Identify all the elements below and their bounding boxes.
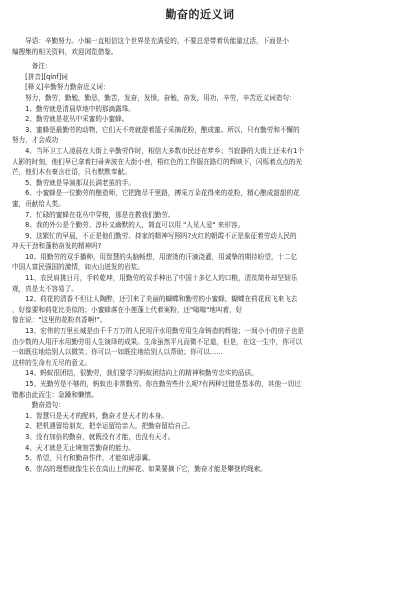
text-line: 人影的时刻，他们早已拿着扫帚奔波在大街小巷，梧红色的工作服在路灯的辉映下，闪烁着点点的光: [12, 157, 303, 166]
document-title: 勤奋的近义词: [165, 8, 235, 21]
text-line: 14、蚂蚁很团结，很勤劳，我们要学习蚂蚁团结向上的精神和勤劳忠实的品质。: [12, 369, 258, 378]
text-line: 编搜集的相关资料，欢迎浏览借鉴。: [12, 47, 118, 56]
text-line: 7、忙碌的蜜蜂在花丛中穿梭，那是在教我们勤劳。: [12, 210, 175, 219]
text-line: 3、蜜蜂是最勤劳的动物，它们天不亮就提着篮子采摘花粉，酿成蜜。所以，只有勤劳和不懈的: [12, 125, 300, 134]
text-line: 1、智慧只是天才的配料，勤奋才是天才的本身。: [12, 411, 168, 420]
text-line: 这样的生命有无尽的意义。: [12, 358, 92, 367]
text-line: 11、农民肩挑日月，手转乾坤，用勤劳的双手种出了中国十多亿人的口粮，清贫简朴却坚韧乐: [12, 274, 298, 283]
text-line: 3、没有加倍的勤奋，就既没有才能，也没有天才。: [12, 432, 175, 441]
text-line: 4、天才就是无止境刻苦勤奋的能力。: [12, 443, 135, 452]
text-line: 勤奋造句：: [12, 401, 65, 410]
text-line: 导语：辛勤努力。小编一直相信这个世界是充满爱的，不要总是带着负能量过活，下面是小: [12, 37, 289, 45]
text-line: 备注：: [12, 62, 52, 71]
text-line: 1、勤劳就是清晨草地中的那滴露珠。: [12, 104, 135, 113]
text-line: 13、宏伟的万里长城是由千千万万的人民用汗水用勤劳用生命铸造的辉煌；一间小小的房子也是: [12, 327, 304, 336]
text-line: 观，真是太不容易了。: [12, 284, 78, 293]
text-line: 2、把机遇留给朋友，把幸运留给亲人，把勤奋留给自己。: [12, 422, 195, 431]
text-line: 努力，才会成功: [12, 136, 59, 145]
text-line: [释义]辛勤努力勤奋近义词：: [12, 83, 110, 92]
text-line: 12、荷花的清香不但让人陶醉，还引来了美丽的蝴蝶和勤劳的小蜜蜂，蝴蝶在荷花间飞来飞去: [12, 295, 298, 304]
text-line: 像在说："这里的花粉真香啊!"。: [12, 316, 107, 325]
text-line: 芒，他们木有豪言壮语，只有默默奉献。: [12, 168, 131, 177]
text-line: 一如既往地给别人以微笑；你可以一如既往地给别人以帮助；你可以……: [12, 348, 223, 357]
text-line: 5、勤劳就是导演那双长满老茧的手。: [12, 178, 135, 187]
text-line: 努力，勤劳，勤勉，勤恳，勤苦，发奋，发愤，奋勉，奋发，用功，辛劳，辛苦近义词造句：: [12, 93, 296, 102]
text-line: 由少数的人用汗水用勤劳用人生演绎的成果。生命虽然平凡而微不足道，但是，在这一生中，你可以: [12, 337, 303, 346]
text-line: 冲天干劲和蓬勃奋发的精神吗?: [12, 242, 102, 251]
text-line: 6、小蜜蜂是一位勤劳的酿造师，它把跑尽千里路，搏采万朵花得来的花粉，精心酿成甜甜的花: [12, 189, 300, 198]
text-line: 10、用勤劳的双手播种，用智慧的头脑畅想，用滚烫的汗滴浇灌，用诚挚的期待盼望，十二亿: [12, 252, 298, 261]
document-body: [12, 36, 388, 474]
text-line: 2、勤劳就是花丛中采蜜的小蜜蜂。: [12, 115, 129, 124]
text-line: [拼音][qínf]词: [12, 72, 68, 81]
text-line: 5、希望，只有和勤奋作伴，才能如虎添翼。: [12, 454, 155, 463]
text-line: 15、光勤劳是不够的，蚂蚁也非常勤劳。你在勤劳些什么呢?有两种过错是基本的，其他一切过: [12, 380, 301, 388]
text-line: 8、我的外公是个勤劳、淳朴又幽默的人，简直可以用 "人见人爱" 来形容。: [12, 221, 245, 230]
text-line: 错都由此而生：急躁和懒惰。: [12, 390, 98, 399]
text-line: 蜜，贡献给人类。: [12, 199, 65, 208]
text-line: 4、当环卫工人凌晨在大街上辛勤劳作时，相信大多数市民还在梦乡；当寂静的大街上还未有1个: [12, 146, 304, 155]
text-line: 9、这繁忙的早晨，不正是他们勤劳、持家的精神写照吗?火红的朝霞不正是象征着劳动人民的: [12, 231, 297, 240]
text-line: 中国人富民强国的激情，如火山迸发的岩浆。: [12, 263, 144, 272]
text-line: 6、崇高的理想就像生长在高山上的鲜花。如果要摘下它，勤奋才能是攀登的绳索。: [12, 464, 267, 473]
text-line: ，好像要和荷花比美似的；小蜜蜂落在小莲蓬上代着案粉，还"嗡嗡"地叫着，好: [12, 305, 243, 314]
